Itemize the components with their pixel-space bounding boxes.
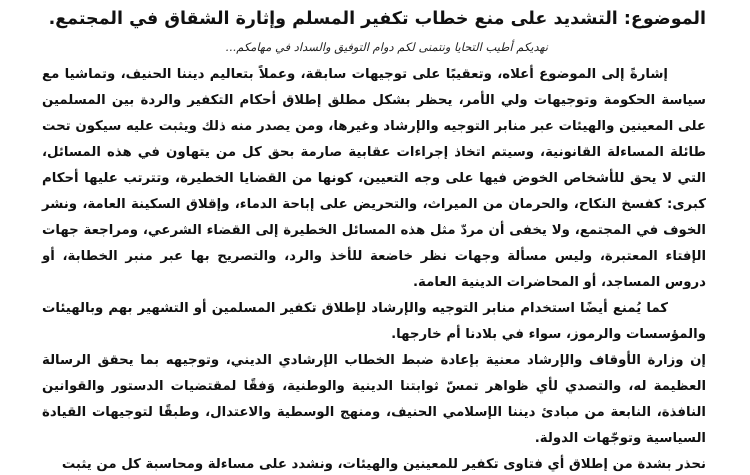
body-paragraph-1: إشارةً إلى الموضوع أعلاه، وتعقيبًا على توجيهات سابقة، وعملاً بتعاليم ديننا الحنيف، وتماشيا مع سياسة الحكومة وتوجيهات ولي الأمر، يحظر بشكل مطلق إطلاق أحكام التكفير والردة بين المسلمين على المعينين والهيئات عبر منابر التوجيه والإرشاد وغيرها، ومن يصدر منه ذلك ويثبت عليه سيكون تحت طائلة المساءلة القانونية، وسيتم اتخاذ إجراءات عقابية صارمة بحق كل من يتهاون في هذه المسائل، التي لا يحق للأشخاص الخوض فيها على وجه التعيين، كونها من القضايا الخطيرة، وتترتب عليها أحكام كبرى: كفسخ النكاح، والحرمان من الميراث، والتحريض على إباحة الدماء، وإقلاق السكينة العامة، ونشر الخوف في المجتمع، ولا يخفى أن مردّ مثل هذه المسائل الخطيرة إلى القضاء الشرعي، ومراجعة جهات الإفتاء المعتبرة، وليس مسألة وجهات نظر خاضعة للأخذ والرد، والتصريح بها عبر منبر الخطابة، أو دروس المساجد، أو المحاضرات الدينية العامة. xyxy=(42,67,706,290)
greeting-line: نهديكم أطيب التحايا ونتمنى لكم دوام التوفيق والسداد في مهامكم... xyxy=(225,40,548,54)
letter-body xyxy=(42,62,706,475)
body-paragraph-4: نحذر بشدة من إطلاق أي فتاوى تكفير للمعينين والهيئات، ونشدد على مساءلة ومحاسبة كل من يثبت xyxy=(61,457,706,472)
subject-heading: الموضوع: التشديد على منع خطاب تكفير المسلم وإثارة الشقاق في المجتمع. xyxy=(48,9,706,29)
body-paragraph-3: إن وزارة الأوقاف والإرشاد معنية بإعادة ضبط الخطاب الإرشادي الديني، وتوجيهه بما يحقق الرسالة العظيمة له، والتصدي لأي ظواهر تمسّ ثوابتنا الدينية والوطنية، وَفقًا لمقتضيات الدستور والقوانين النافذة، النابعة من مبادئ ديننا الإسلامي الحنيف، ومنهج الوسطية والاعتدال، وطبقًا لتوجيهات القيادة السياسية وتوجّهات الدولة. xyxy=(42,353,706,446)
body-paragraph-2: كما يُمنع أيضًا استخدام منابر التوجيه والإرشاد لإطلاق تكفير المسلمين أو التشهير بهم وبالهيئات والمؤسسات والرموز، سواء في بلادنا أم خارجها. xyxy=(42,301,706,342)
